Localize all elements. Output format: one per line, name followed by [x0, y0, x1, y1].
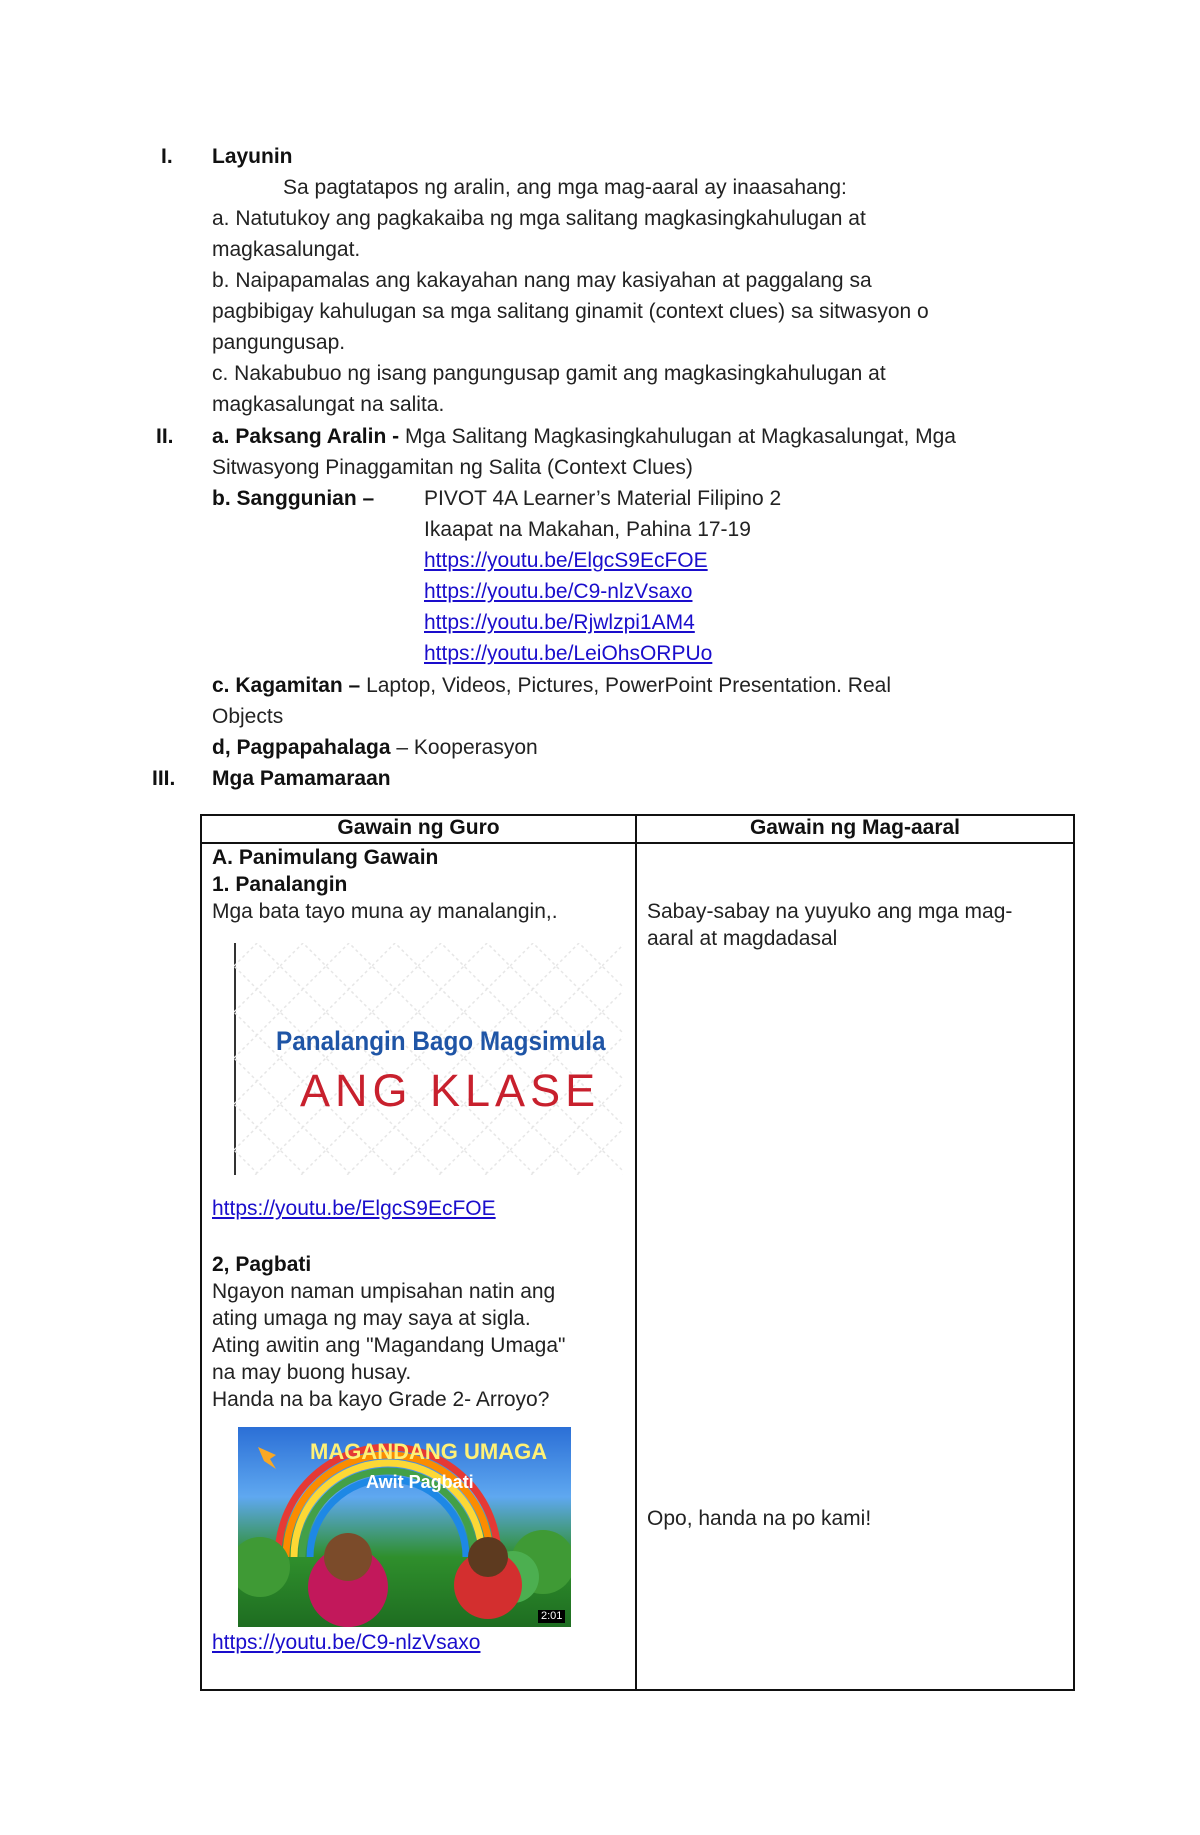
- kagamitan-text: Laptop, Videos, Pictures, PowerPoint Presentation. Real: [366, 674, 891, 697]
- section-1-heading: Layunin: [212, 145, 293, 168]
- kagamitan: [212, 675, 891, 696]
- pagbati-line: na may buong husay.: [212, 1361, 412, 1384]
- student-response-line: aaral at magdadasal: [647, 927, 838, 950]
- prayer-video-thumbnail[interactable]: [234, 943, 623, 1175]
- reference-link[interactable]: https://youtu.be/ElgcS9EcFOE: [424, 549, 708, 572]
- pagpapahalaga-label: d, Pagpapahalaga: [212, 736, 391, 759]
- sanggunian-line: PIVOT 4A Learner’s Material Filipino 2: [424, 487, 782, 510]
- pagbati-line: Ating awitin ang "Magandang Umaga": [212, 1334, 566, 1357]
- paksang-aralin-label: a. Paksang Aralin -: [212, 425, 400, 448]
- paksang-aralin: [212, 426, 956, 447]
- student-response-line: Sabay-sabay na yuyuko ang mga mag-: [647, 900, 1013, 923]
- reference-link[interactable]: https://youtu.be/C9-nlzVsaxo: [424, 580, 693, 603]
- student-column: [636, 843, 1074, 1690]
- paksang-aralin-text: Mga Salitang Magkasingkahulugan at Magkasalungat, Mga: [404, 425, 956, 448]
- objective-line: magkasalungat na salita.: [212, 393, 445, 416]
- thumbnail-title: Panalangin Bago Magsimula: [276, 1026, 606, 1056]
- objective-line: c. Nakabubuo ng isang pangungusap gamit ang magkasingkahulugan at: [212, 362, 886, 385]
- video-duration: 2:01: [538, 1610, 565, 1623]
- activities-table: [200, 814, 1075, 1691]
- thumbnail-subtitle: Awit Pagbati: [366, 1472, 474, 1492]
- part-a-heading: A. Panimulang Gawain: [212, 846, 439, 869]
- panalangin-text: Mga bata tayo muna ay manalangin,.: [212, 900, 558, 923]
- objective-line: magkasalungat.: [212, 238, 361, 261]
- section-1-intro: Sa pagtatapos ng aralin, ang mga mag-aaral ay inaasahang:: [283, 176, 847, 199]
- thumbnail-subtitle: ANG KLASE: [300, 1065, 601, 1116]
- pagpapahalaga-text: – Kooperasyon: [396, 736, 538, 759]
- panalangin-heading: 1. Panalangin: [212, 873, 348, 896]
- paksang-aralin-text-2: Sitwasyong Pinaggamitan ng Salita (Context Clues): [212, 456, 693, 479]
- section-3-numeral: III.: [152, 767, 176, 790]
- header-gawain-ng-mag-aaral: Gawain ng Mag-aaral: [636, 815, 1074, 843]
- objective-line: pangungusap.: [212, 331, 346, 354]
- header-gawain-ng-guro: Gawain ng Guro: [201, 815, 636, 843]
- pagbati-line: ating umaga ng may saya at sigla.: [212, 1307, 531, 1330]
- reference-link[interactable]: https://youtu.be/Rjwlzpi1AM4: [424, 611, 695, 634]
- objective-line: pagbibigay kahulugan sa mga salitang ginamit (context clues) sa sitwasyon o: [212, 300, 929, 323]
- objective-line: a. Natutukoy ang pagkakaiba ng mga salitang magkasingkahulugan at: [212, 207, 866, 230]
- section-1-numeral: I.: [161, 145, 173, 168]
- pagbati-line: Ngayon naman umpisahan natin ang: [212, 1280, 556, 1303]
- reference-link[interactable]: https://youtu.be/LeiOhsORPUo: [424, 642, 713, 665]
- section-3-heading: Mga Pamamaraan: [212, 767, 391, 790]
- prayer-video-link[interactable]: https://youtu.be/ElgcS9EcFOE: [212, 1197, 496, 1220]
- kagamitan-text-2: Objects: [212, 705, 284, 728]
- pagbati-heading: 2, Pagbati: [212, 1253, 312, 1276]
- sanggunian-line: Ikaapat na Makahan, Pahina 17-19: [424, 518, 751, 541]
- section-2-numeral: II.: [156, 425, 174, 448]
- student-response: Opo, handa na po kami!: [647, 1507, 872, 1530]
- thumbnail-title: MAGANDANG UMAGA: [310, 1439, 548, 1464]
- diamond-pattern: [234, 943, 623, 1175]
- teacher-column: [201, 843, 636, 1690]
- pagpapahalaga: [212, 737, 538, 758]
- kagamitan-label: c. Kagamitan –: [212, 674, 361, 697]
- objective-line: b. Naipapamalas ang kakayahan nang may kasiyahan at paggalang sa: [212, 269, 872, 292]
- greeting-video-link[interactable]: https://youtu.be/C9-nlzVsaxo: [212, 1631, 481, 1654]
- sanggunian-label: b. Sanggunian –: [212, 487, 375, 510]
- pagbati-line: Handa na ba kayo Grade 2- Arroyo?: [212, 1388, 550, 1411]
- greeting-video-thumbnail[interactable]: [238, 1427, 571, 1627]
